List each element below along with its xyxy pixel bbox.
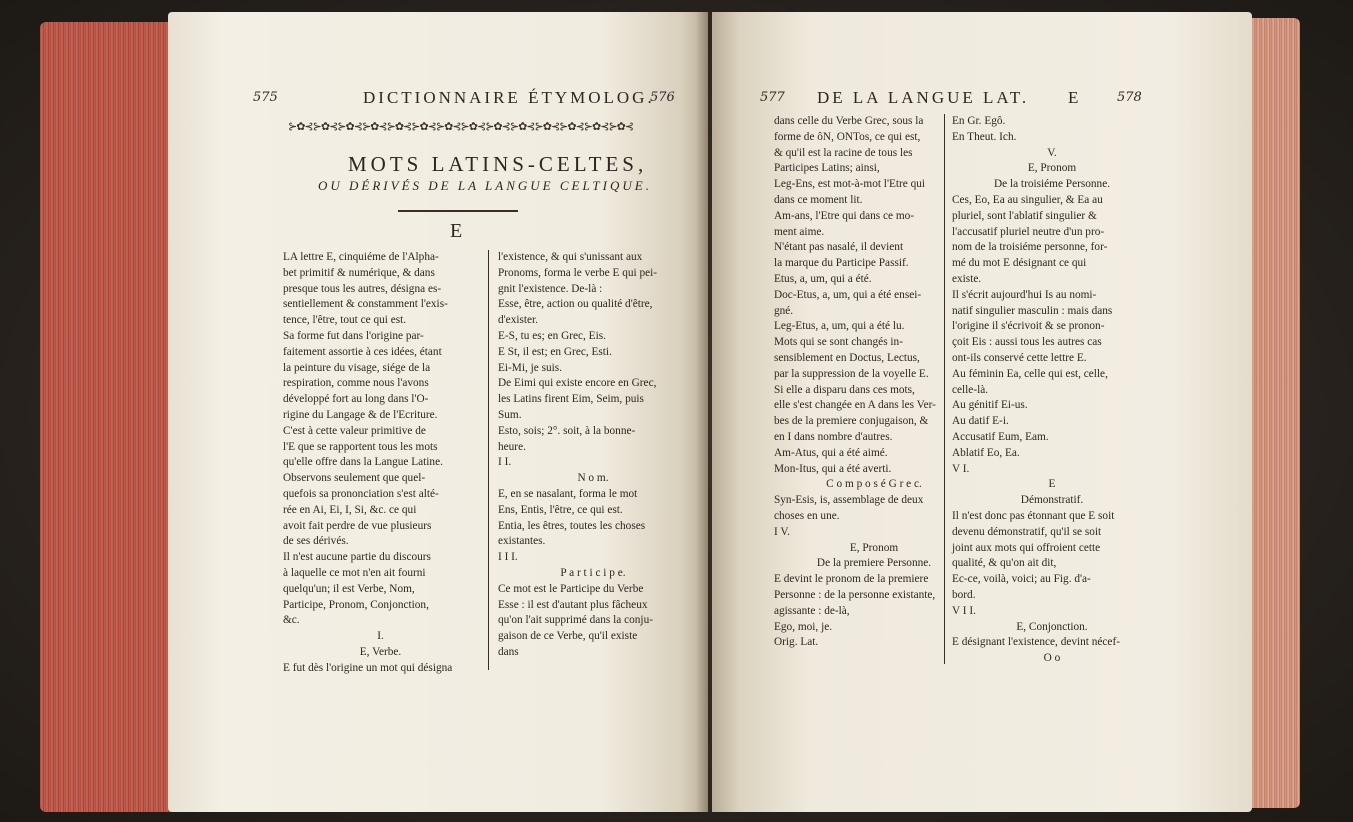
text-line: presque tous les autres, désigna es- [283, 282, 442, 295]
running-head: DICTIONNAIRE ÉTYMOLOG. [363, 88, 655, 107]
text-line: Accusatif Eum, Eam. [952, 430, 1049, 443]
text-line: E-S, tu es; en Grec, Eis. [498, 329, 606, 342]
text-line: Ces, Eo, Ea au singulier, & Ea au [952, 193, 1103, 206]
text-line: N'étant pas nasalé, il devient [774, 241, 904, 254]
text-line: LA lettre E, cinquiéme de l'Alpha- [283, 251, 439, 263]
text-line: Ablatif Eo, Ea. [952, 446, 1020, 459]
text-line: dans [498, 645, 519, 658]
text-line: dans celle du Verbe Grec, sous la [774, 115, 924, 127]
text-line: De la premiere Personne. [816, 557, 932, 570]
right-page [712, 12, 1252, 812]
text-line: joint aux mots qui offroient cette [952, 541, 1101, 554]
text-line: Esse : il est d'autant plus fâcheux [498, 598, 648, 611]
text-line: avoit fait perdre de vue plusieurs [283, 519, 432, 532]
text-line: Sa forme fut dans l'origine par- [283, 329, 424, 342]
page-number: 577 [760, 90, 785, 105]
text-line: En Theut. Ich. [952, 130, 1017, 143]
text-line: Ego, moi, je. [774, 620, 833, 633]
text-line: bet primitif & numérique, & dans [283, 266, 435, 279]
running-letter: E [1068, 88, 1082, 107]
text-line: Ei-Mi, je suis. [498, 361, 563, 374]
text-line: heure. [498, 440, 526, 453]
text-line: quefois sa prononciation s'est alté- [283, 487, 439, 500]
text-line: Pronoms, forma le verbe E qui pei- [498, 266, 658, 279]
text-line: Leg-Ens, est mot-à-mot l'Etre qui [774, 178, 926, 191]
text-line: gnit l'existence. De-là : [498, 282, 603, 295]
text-line: ont-ils conservé cette lettre E. [952, 351, 1087, 364]
text-line: existe. [952, 272, 982, 285]
text-line: qualité, & qu'on ait dit, [952, 557, 1057, 570]
text-line: Am-Atus, qui a été aimé. [774, 446, 888, 459]
text-line: Etus, a, um, qui a été. [774, 272, 872, 285]
section-title: MOTS LATINS-CELTES, [348, 152, 648, 176]
page-number: 575 [253, 90, 278, 105]
page-number: 578 [1117, 90, 1142, 105]
text-line: Doc-Etus, a, um, qui a été ensei- [774, 288, 922, 301]
text-line: & qu'il est la racine de tous les [774, 146, 913, 159]
text-line: Syn-Esis, is, assemblage de deux [774, 494, 924, 507]
text-line: Personne : de la personne existante, [774, 588, 936, 601]
section-subtitle: OU DÉRIVÉS DE LA LANGUE CELTIQUE. [318, 178, 652, 193]
text-line: Démonstratif. [1020, 494, 1084, 507]
text-line: Am-ans, l'Etre qui dans ce mo- [774, 209, 915, 222]
text-line: l'existence, & qui s'unissant aux [498, 251, 643, 263]
text-line: E St, il est; en Grec, Esti. [498, 345, 612, 358]
page-number: 576 [650, 90, 675, 105]
text-line: bes de la premiere conjugaison, & [774, 415, 929, 428]
text-line: E devint le pronom de la premiere [774, 573, 929, 586]
text-line: C o m p o s é G r e c. [826, 478, 922, 491]
text-line: I V. [774, 525, 790, 538]
text-line: E [1048, 478, 1056, 491]
text-line: Mon-Itus, qui a été averti. [774, 462, 892, 475]
text-line: rigine du Langage & de l'Ecriture. [283, 408, 438, 421]
text-line: les Latins firent Eim, Seim, puis [498, 393, 644, 406]
text-line: Esto, sois; 2°. soit, à la bonne- [498, 424, 636, 437]
text-line: pluriel, sont l'ablatif singulier & [952, 209, 1097, 222]
text-line: Participes Latins; ainsi, [774, 162, 880, 175]
text-line: gné. [774, 304, 794, 317]
text-line: mé du mot E désignant ce qui [952, 257, 1087, 270]
text-line: la peinture du visage, siége de la [283, 361, 431, 374]
text-line: E désignant l'existence, devint nécef- [952, 636, 1120, 649]
text-line: V I I. [952, 604, 976, 617]
text-line: De la troisiéme Personne. [993, 178, 1111, 191]
text-line: qu'elle offre dans la Langue Latine. [283, 456, 443, 469]
text-line: E fut dès l'origine un mot qui désigna [283, 661, 453, 674]
running-head: DE LA LANGUE LAT. [817, 88, 1030, 107]
column-divider [944, 114, 945, 664]
text-line: Au féminin Ea, celle qui est, celle, [952, 367, 1108, 380]
text-line: Il n'est aucune partie du discours [283, 551, 431, 564]
text-line: d'exister. [498, 314, 538, 327]
text-line: Si elle a disparu dans ces mots, [774, 383, 915, 396]
text-line: respiration, comme nous l'avons [283, 377, 429, 390]
text-line: Ec-ce, voilà, voici; au Fig. d'a- [952, 573, 1091, 586]
text-line: Ens, Entis, l'être, ce qui est. [498, 503, 623, 516]
text-line: Participe, Pronom, Conjonction, [283, 598, 429, 611]
text-line: l'origine il s'écrivoit & se pronon- [952, 320, 1105, 333]
text-line: forme de ôN, ONTos, ce qui est, [774, 130, 921, 143]
text-line: l'E que se rapportent tous les mots [283, 440, 438, 453]
text-line: la marque du Participe Passif. [774, 257, 909, 270]
text-line: natif singulier masculin : mais dans [952, 304, 1113, 317]
text-line: E, Conjonction. [1016, 620, 1088, 633]
left-page-edges [40, 22, 180, 812]
column-divider [488, 250, 489, 670]
text-line: N o m. [577, 472, 609, 485]
text-line: tence, l'être, tout ce qui est. [283, 314, 407, 327]
text-line: nom de la troisiéme personne, for- [952, 241, 1108, 254]
text-line: en I dans nombre d'autres. [774, 430, 893, 443]
text-line: devenu démonstratif, qu'il se soit [952, 525, 1102, 538]
text-line: de ses dérivés. [283, 535, 349, 548]
text-line: P a r t i c i p e. [560, 566, 626, 579]
right-column-2 [952, 114, 1152, 667]
text-line: Ce mot est le Participe du Verbe [498, 582, 644, 595]
text-line: agissante : de-là, [774, 604, 850, 617]
text-line: sensiblement en Doctus, Lectus, [774, 351, 920, 364]
section-letter: E [450, 220, 463, 242]
divider-rule [398, 210, 518, 212]
text-line: E, en se nasalant, forma le mot [498, 487, 638, 500]
text-line: C'est à cette valeur primitive de [283, 424, 426, 437]
text-line: I. [377, 630, 384, 643]
text-line: V I. [952, 462, 970, 475]
text-line: I I I. [498, 551, 518, 564]
text-line: Observons seulement que quel- [283, 472, 426, 485]
text-line: Mots qui se sont changés in- [774, 336, 903, 349]
text-line: existantes. [498, 535, 546, 548]
left-column-2 [498, 250, 688, 661]
text-line: sentiellement & constamment l'exis- [283, 298, 448, 311]
text-line: celle-là. [952, 383, 989, 396]
text-line: V. [1047, 146, 1057, 159]
text-line: De Eimi qui existe encore en Grec, [498, 377, 657, 390]
ornament-band: ⊱✿⊰⊱✿⊰⊱✿⊰⊱✿⊰⊱✿⊰⊱✿⊰⊱✿⊰⊱✿⊰⊱✿⊰⊱✿⊰⊱✿⊰⊱✿⊰⊱✿⊰⊱✿⊰ [288, 120, 634, 133]
text-line: à laquelle ce mot n'en ait fourni [283, 566, 426, 579]
text-line: &c. [283, 614, 300, 627]
text-line: Au datif E-i. [952, 415, 1009, 428]
text-line: Au génitif Ei-us. [952, 399, 1028, 412]
text-line: gaison de ce Verbe, qu'il existe [498, 630, 638, 643]
left-column-1 [283, 250, 478, 677]
text-line: Orig. Lat. [774, 636, 819, 649]
text-line: par la suppression de la voyelle E. [774, 367, 929, 380]
text-line: Esse, être, action ou qualité d'être, [498, 298, 653, 311]
left-page [168, 12, 708, 812]
text-line: çoit Eis : aussi tous les autres cas [952, 336, 1102, 349]
text-line: Leg-Etus, a, um, qui a été lu. [774, 320, 905, 333]
text-line: quelqu'un; il est Verbe, Nom, [283, 582, 415, 595]
text-line: choses en une. [774, 509, 840, 522]
text-line: ment aime. [774, 225, 825, 238]
text-line: qu'on l'ait supprimé dans la conju- [498, 614, 653, 627]
text-line: Entia, les êtres, toutes les choses [498, 519, 646, 532]
text-line: faitement assortie à ces idées, étant [283, 345, 442, 358]
text-line: rée en Ai, Ei, I, Si, &c. ce qui [283, 503, 417, 516]
text-line: elle s'est changée en A dans les Ver- [774, 399, 936, 412]
text-line: dans ce moment lit. [774, 193, 863, 206]
text-line: E, Verbe. [359, 645, 402, 658]
text-line: bord. [952, 588, 976, 601]
text-line: l'accusatif pluriel neutre d'un pro- [952, 225, 1105, 238]
text-line: I I. [498, 456, 512, 469]
text-line: Il n'est donc pas étonnant que E soit [952, 509, 1115, 522]
text-line: En Gr. Egô. [952, 115, 1006, 127]
text-line: Sum. [498, 408, 522, 421]
text-line: O o [1043, 652, 1061, 665]
text-line: E, Pronom [1027, 162, 1077, 175]
text-line: Il s'écrit aujourd'hui Is au nomi- [952, 288, 1097, 301]
text-line: E, Pronom [849, 541, 899, 554]
text-line: développé fort au long dans l'O- [283, 393, 429, 406]
